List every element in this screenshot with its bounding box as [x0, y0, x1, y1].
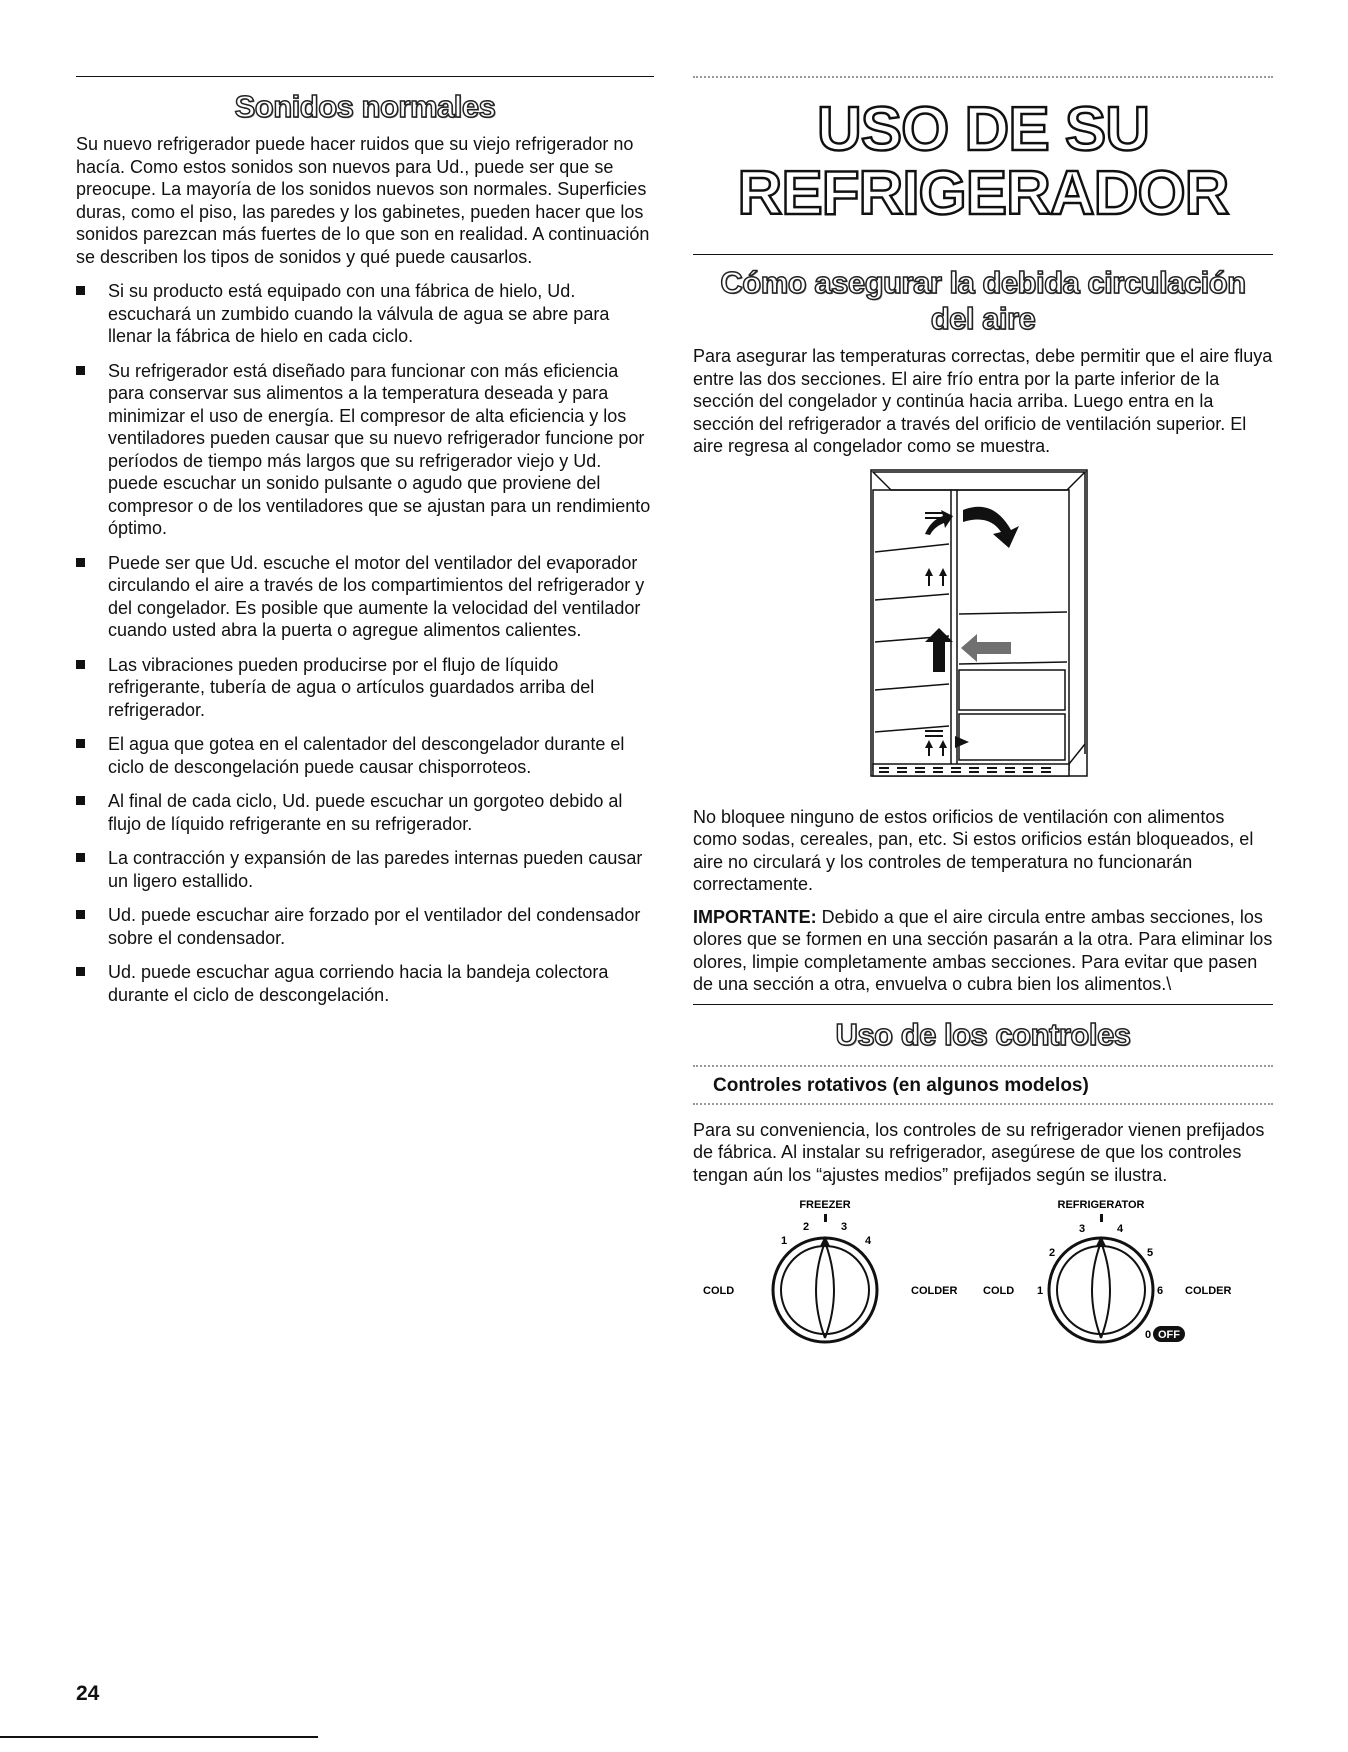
svg-text:4: 4 [1117, 1223, 1124, 1235]
controls-subheading: Controles rotativos (en algunos modelos) [713, 1074, 1089, 1096]
refrigerator-label: REFRIGERATOR [1057, 1199, 1145, 1211]
list-item: El agua que gotea en el calentador del descongelador durante el ciclo de descongelación puede causar chisporroteos. [76, 733, 654, 778]
freezer-dial [703, 1199, 958, 1342]
list-item: La contracción y expansión de las paredes internas pueden causar un ligero estallido. [76, 847, 654, 892]
sub-dotted-rule-2 [693, 1103, 1273, 1105]
circulation-intro: Para asegurar las temperaturas correctas, debe permitir que el aire fluya entre las dos secciones. El aire frío entra por la parte inferior de la sección del congelador y continúa hacia arriba. Luego entra en la sección del refrigerador a través del orificio de ventilación superior. El aire regresa al congelador como se muestra. [693, 346, 1273, 456]
refrigerator-cold-label: COLD [983, 1285, 1015, 1297]
sounds-intro: Su nuevo refrigerador puede hacer ruidos que su viejo refrigerador no hacía. Como estos sonidos son nuevos para Ud., puede ser que se preocupe. La mayoría de los sonidos nuevos son normales. Superficies duras, como el piso, las paredes y los gabinetes, pueden hacer que los sonidos parezcan más fuertes de lo que son en realidad. A continuación se describen los tipos de sonidos y qué puede causarlos. [76, 134, 650, 267]
control-dials [693, 1192, 1273, 1362]
svg-text:5: 5 [1147, 1247, 1154, 1259]
list-item: Las vibraciones pueden producirse por el flujo de líquido refrigerante, tubería de agua o artículos guardados arriba del refrigerador. [76, 654, 654, 722]
circulation-block-note: No bloquee ninguno de estos orificios de ventilación con alimentos como sodas, cereales, pan, etc. Si estos orificios están bloqueados, el aire no circulará y los controles de temperatura no funcionarán correctamente. [693, 806, 1254, 894]
list-item: Puede ser que Ud. escuche el motor del ventilador del evaporador circulando el aire a través de los compartimientos del refrigerador y del congelador. Es posible que aumente la velocidad del ventilador cuando usted abra la puerta o agregue alimentos calientes. [76, 552, 654, 642]
list-item: Si su producto está equipado con una fábrica de hielo, Ud. escuchará un zumbido cuando la válvula de agua se abre para llenar la fábrica de hielo en cada ciclo. [76, 280, 654, 348]
svg-text:2: 2 [1049, 1247, 1056, 1259]
title-rule [693, 254, 1273, 255]
bottom-rule [0, 1736, 318, 1738]
bullet-icon [76, 739, 85, 748]
bullet-icon [76, 967, 85, 976]
svg-text:0: 0 [1145, 1329, 1152, 1341]
svg-text:3: 3 [1079, 1223, 1086, 1235]
svg-text:3: 3 [841, 1221, 848, 1233]
sounds-heading: Sonidos normales [234, 89, 496, 124]
list-item: Ud. puede escuchar aire forzado por el ventilador del condensador sobre el condensador. [76, 904, 654, 949]
list-item: Ud. puede escuchar agua corriendo hacia la bandeja colectora durante el ciclo de descongelación. [76, 961, 654, 1006]
controls-text: Para su conveniencia, los controles de su refrigerador vienen prefijados de fábrica. Al instalar su refrigerador, asegúrese de que los controles tengan aún los “ajustes medios” prefijados según se ilustra. [693, 1119, 1265, 1185]
bullet-icon [76, 853, 85, 862]
refrigerator-colder-label: COLDER [1185, 1285, 1232, 1297]
freezer-label: FREEZER [799, 1199, 851, 1211]
right-column [693, 76, 1273, 1362]
page-title: USO DE SU REFRIGERADOR [737, 95, 1229, 228]
svg-text:6: 6 [1157, 1285, 1164, 1297]
bullet-icon [76, 910, 85, 919]
svg-text:2: 2 [803, 1221, 810, 1233]
bullet-icon [76, 558, 85, 567]
sub-dotted-rule [693, 1065, 1273, 1067]
bullet-icon [76, 286, 85, 295]
freezer-colder-label: COLDER [911, 1285, 958, 1297]
bullet-icon [76, 660, 85, 669]
freezer-cold-label: COLD [703, 1285, 735, 1297]
list-item: Al final de cada ciclo, Ud. puede escuchar un gorgoteo debido al flujo de líquido refrigerante en su refrigerador. [76, 790, 654, 835]
bullet-icon [76, 366, 85, 375]
top-rule [76, 76, 654, 77]
refrigerator-dial [983, 1199, 1232, 1342]
important-note: IMPORTANTE: Debido a que el aire circula entre ambas secciones, los olores que se formen en una sección pasarán a la otra. Para eliminar los olores, limpie completamente ambas secciones. Para evitar que pasen de una sección a otra, envuelva o cubra bien los alimentos.\ [693, 906, 1273, 994]
sounds-list [76, 280, 654, 1006]
svg-text:OFF: OFF [1158, 1329, 1180, 1341]
airflow-diagram [693, 464, 1273, 794]
circulation-heading: Cómo asegurar la debida circulación del aire [720, 265, 1246, 336]
controls-rule [693, 1004, 1273, 1005]
top-dotted-rule [693, 76, 1273, 78]
left-column [76, 76, 654, 1006]
list-item: Su refrigerador está diseñado para funcionar con más eficiencia para conservar sus alimentos a la temperatura deseada y para minimizar el uso de energía. El compresor de alta eficiencia y los ventiladores pueden causar que su nuevo refrigerador funcione por períodos de tiempo más largos que su refrigerador viejo y Ud. puede escuchar un sonido pulsante o agudo que proviene del compresor o de los ventiladores que se ajustan para un rendimiento óptimo. [76, 360, 654, 540]
controls-heading: Uso de los controles [835, 1016, 1131, 1052]
bullet-icon [76, 796, 85, 805]
page-number: 24 [76, 1682, 100, 1705]
svg-text:1: 1 [781, 1235, 788, 1247]
svg-text:4: 4 [865, 1235, 872, 1247]
svg-text:1: 1 [1037, 1285, 1044, 1297]
